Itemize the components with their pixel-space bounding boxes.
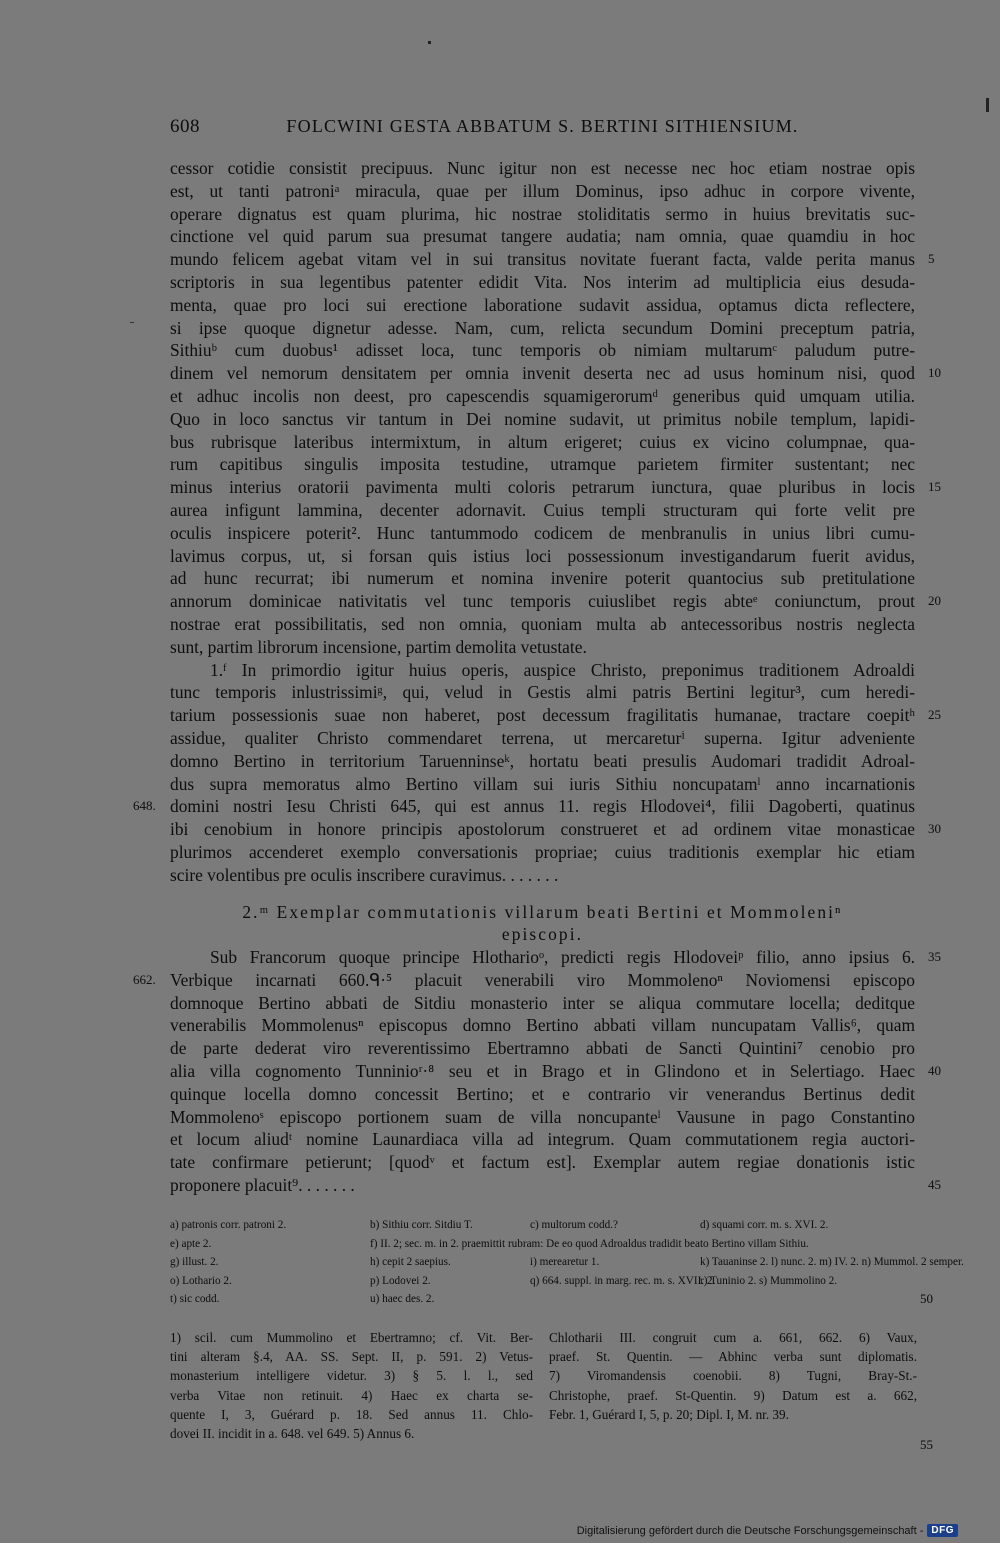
note-line: praef. St. Quentin. — Abhinc verba sunt diplomatis. [549, 1349, 917, 1365]
line-number: 45 [928, 1177, 941, 1193]
line-text: plurimos accenderet exemplo conversationis propriae; cuius traditionis exemplar hic etiam [170, 841, 915, 862]
text-line [170, 946, 941, 969]
line-text: 1.ᶠ In primordio igitur huius operis, auspice Christo, preponimus traditionem Adroaldi [210, 659, 915, 680]
line-text: domnoque Bertino abbati de Sitdiu monasterio inter se aliqua commutare locella; deditque [170, 992, 915, 1013]
line-number: 15 [928, 479, 941, 495]
text-line [170, 408, 915, 431]
line-text: minus interius oratorii pavimenta multi coloris petrarum iunctura, quae pluribus in locis [170, 477, 915, 498]
apparatus-row [170, 1290, 933, 1309]
line-text: mundo felicem agebat vitam vel in sui transitus novitate fuerant facta, valde perita manus [170, 249, 915, 270]
text-line [170, 499, 915, 522]
line-text: si ipse quoque dignetur adesse. Nam, cum, relicta secundum Domini preceptum patria, [170, 317, 915, 338]
text-line [170, 431, 915, 454]
text-line [170, 1128, 915, 1151]
line-text: operare dignatus est quam plurima, hic nostrae stoliditatis sermo in huius brevitatis suc- [170, 203, 915, 224]
note-line: quente I, 3, Guérard p. 18. Sed annus 11. Chlo- [170, 1406, 533, 1422]
section-heading: 2.ᵐ Exemplar commutationis villarum beati Bertini et Mommoleniⁿ [242, 901, 843, 922]
notes-right-column [549, 1328, 917, 1424]
line-number: 30 [928, 821, 941, 837]
text-line [170, 613, 915, 636]
dfg-logo-icon: DFG [927, 1524, 958, 1537]
scan-speck [428, 41, 431, 44]
line-text: oculis inspicere poterit². Hunc tantummodo codicem de menbranulis in unius libri cumu- [170, 522, 915, 543]
page-number: 608 [170, 116, 200, 137]
text-line [133, 795, 915, 818]
line-text: ibi cenobium in honore principis apostolorum construeret et ad ordinem vitae monasticae [170, 819, 915, 840]
line-text: Sithiuᵇ cum duobus¹ adisset loca, tunc temporis ob nimiam multarumᶜ paludum putre- [170, 340, 915, 361]
apparatus-note: u) haec des. 2. [370, 1293, 435, 1306]
line-text: cinctione vel quid parum sua presumat tangere audatia; nam omnia, quae quamdiu in hoc [170, 226, 915, 247]
text-line [170, 773, 915, 796]
text-line [170, 992, 915, 1015]
apparatus-row [170, 1216, 915, 1235]
text-line [170, 157, 915, 180]
apparatus-note: b) Sithiu corr. Sitdiu T. [370, 1219, 473, 1231]
text-line [170, 1106, 915, 1129]
text-line [170, 841, 915, 864]
line-text: bus rubrisque lateribus intermixtum, in altum erigeret; cuius ex vicino columpnae, qua- [170, 431, 915, 452]
line-text: scire volentibus pre oculis inscribere curavimus. . . . . . . [170, 864, 559, 885]
line-text: sunt, partim librorum incensione, partim demolita vetustate. [170, 636, 587, 657]
line-text: Quo in loco sanctus vir tantum in Dei nomine sudavit, ut primitus nobile templum, lapidi- [170, 408, 915, 429]
apparatus-note: a) patronis corr. patroni 2. [170, 1219, 287, 1231]
note-line: 7) Viromandensis coenobii. 8) Tugni, Bray-St.- [549, 1368, 917, 1384]
line-text: et locum aliudᵗ nomine Launardiaca villa ad integrum. Quam commutationem regia auctori- [170, 1129, 915, 1150]
line-number: 25 [928, 707, 941, 723]
line-text: ad hunc recurrat; ibi numerum et nomina invenire poterit quantocius sub pretitulatione [170, 568, 915, 589]
apparatus-row [170, 1272, 915, 1291]
text-line [170, 385, 915, 408]
line-text: venerabilis Mommolenusⁿ episcopus domno Bertino abbati villam nuncupatam Vallis⁶, quam [170, 1015, 915, 1036]
line-text: tate confirmare petierunt; [quodᵛ et factum est]. Exemplar autem regiae donationis istic [170, 1152, 915, 1173]
line-text: dus supra memoratus almo Bertino villam sui iuris Sithiu noncupatamˡ anno incarnationis [170, 773, 915, 794]
note-line: monasterium intelligere videtur. 3) § 5. l. l., sed [170, 1368, 533, 1384]
apparatus-note: o) Lothario 2. [170, 1274, 232, 1287]
main-text [133, 157, 941, 1197]
text-line [170, 818, 941, 841]
text-line [170, 225, 915, 248]
text-line [170, 864, 915, 887]
note-line: verba Vitae non retinuit. 4) Haec ex charta se- [170, 1387, 533, 1403]
text-line [170, 636, 915, 659]
page-header [170, 116, 915, 142]
apparatus-note: c) multorum codd.? [530, 1219, 618, 1231]
spacer [170, 887, 915, 901]
apparatus-note: q) 664. suppl. in marg. rec. m. s. XVII. 2. [530, 1274, 716, 1287]
line-text: menta, quae pro loci sui erectione laboratione sudavit assidua, optamus dicta reflectere, [170, 294, 915, 315]
text-line [170, 248, 935, 271]
text-line [170, 1060, 941, 1083]
text-line [133, 969, 915, 992]
section-heading-cont: episcopi. [501, 924, 584, 945]
text-line [170, 1014, 915, 1037]
note-line: dovei II. incidit in a. 648. vel 649. 5) Annus 6. [170, 1425, 415, 1441]
text-line [170, 1083, 915, 1106]
line-number: 20 [928, 593, 941, 609]
line-number: 35 [928, 949, 941, 965]
line-text: quinque locella domno concessit Bertino; et e contrario vir venerandus Bertinus dedit [170, 1083, 915, 1104]
line-number: 50 [920, 1291, 933, 1307]
text-line [170, 545, 915, 568]
text-line [170, 362, 941, 385]
line-number: 55 [920, 1437, 933, 1452]
text-line [170, 567, 915, 590]
text-line [170, 727, 915, 750]
text-line [170, 476, 941, 499]
text-line [170, 590, 941, 613]
line-number: 5 [928, 251, 935, 267]
line-text: assidue, qualiter Christo commendaret terrena, ut mercareturⁱ superna. Igitur adveniente [170, 727, 915, 748]
text-line [170, 203, 915, 226]
line-text: dinem vel nemorum densitatem per omnia invenit deserta nec ad usus hominum nisi, quod [170, 363, 915, 384]
apparatus-note: r) Tuninio 2. s) Mummolino 2. [700, 1274, 838, 1287]
line-text: alia villa cognomento Tunninioʳ·⁸ seu et in Brago et in Glindono et in Selertiago. Haec [170, 1061, 915, 1082]
margin-year: 662. [133, 971, 156, 987]
text-line [170, 704, 941, 727]
line-text: rum capitibus singulis imposita testudine, utramque parietem firmiter sustentant; nec [170, 454, 915, 475]
apparatus-note: d) squami corr. m. s. XVI. 2. [700, 1219, 829, 1231]
line-text: domini nostri Iesu Christi 645, qui est annus 11. regis Hlodovei⁴, filii Dagoberti, quatinus [170, 796, 915, 817]
apparatus-note: p) Lodovei 2. [370, 1274, 431, 1287]
text-line [170, 659, 915, 682]
text-line [170, 294, 915, 317]
line-text: est, ut tanti patroniᵃ miracula, quae per illum Dominus, ipso adhuc in corpore vivente, [170, 180, 915, 201]
note-line: tini alteram §.4, AA. SS. Sept. II, p. 591. 2) Vetus- [170, 1349, 533, 1365]
margin-year: 648. [133, 798, 156, 814]
scan-margin-mark [130, 322, 134, 323]
apparatus-row [170, 1235, 915, 1254]
critical-apparatus [170, 1216, 964, 1309]
apparatus-note: k) Tauaninse 2. l) nunc. 2. m) IV. 2. n) Mummol. 2 semper. [700, 1256, 964, 1269]
line-text: tarium possessionis suae non haberet, post decessum fragilitatis humanae, tractare coepitʰ [170, 705, 915, 726]
note-line: Chlotharii III. congruit cum a. 661, 662. 6) Vaux, [549, 1330, 917, 1345]
line-text: cessor cotidie consistit precipuus. Nunc igitur non est necesse nec hoc etiam nostrae opis [170, 158, 915, 178]
text-line [170, 681, 915, 704]
line-text: Sub Francorum quoque principe Hlotharioᵒ, predicti regis Hlodoveiᵖ filio, anno ipsius 6. [210, 947, 915, 968]
line-text: nostrae erat possibilitatis, sed non omnia, quoniam multa ab antecessoribus nostris neglecta [170, 613, 915, 634]
line-text: tunc temporis inlustrissimiᵍ, qui, velud in Gestis almi patris Bertini legitur³, cum heredi- [170, 682, 915, 703]
apparatus-row [170, 1253, 964, 1272]
footer-credit [577, 1524, 958, 1537]
notes-left-column [170, 1328, 533, 1443]
text-line [170, 271, 915, 294]
scan-edge-mark [986, 98, 989, 112]
text-line [170, 1037, 915, 1060]
line-text: annorum dominicae nativitatis vel tunc temporis cuiuslibet regis abteᵉ coniunctum, prout [170, 591, 915, 612]
running-title: FOLCWINI GESTA ABBATUM S. BERTINI SITHIENSIUM. [286, 116, 799, 136]
note-line: Febr. 1, Guérard I, 5, p. 20; Dipl. I, M. nr. 39. [549, 1406, 789, 1422]
text-line [170, 453, 915, 476]
text-line [170, 1174, 941, 1197]
apparatus-note: g) illust. 2. [170, 1256, 219, 1269]
line-text: Verbique incarnati 660.ᑫ·⁵ placuit venerabili viro Mommolenoⁿ Noviomensi episcopo [170, 969, 915, 990]
line-text: domno Bertino in territorium Taruenninseᵏ, hortatu beati presulis Audomari tradidit Adroal- [170, 750, 915, 771]
line-number: 40 [928, 1063, 941, 1079]
text-line [170, 1151, 915, 1174]
text-line [170, 750, 915, 773]
line-text: lavimus corpus, ut, si forsan quis istius loci possessionum investigandarum fuerit avidus, [170, 545, 915, 566]
apparatus-note: e) apte 2. [170, 1237, 212, 1250]
apparatus-note: f) II. 2; sec. m. in 2. praemittit rubram: De eo quod Adroaldus tradidit beato Bertino villam Sithiu. [370, 1237, 809, 1250]
text-line [170, 522, 915, 545]
apparatus-note: t) sic codd. [170, 1293, 220, 1306]
footer-text: Digitalisierung gefördert durch die Deutsche Forschungsgemeinschaft - [576, 1524, 924, 1537]
line-text: proponere placuit⁹. . . . . . . [170, 1175, 355, 1196]
note-line: Christophe, praef. St-Quentin. 9) Datum est a. 662, [549, 1387, 917, 1403]
line-text: et adhuc incolis non deest, pro capescendis squamigerorumᵈ generibus quid umquam utilia. [170, 385, 915, 406]
text-line [170, 339, 915, 362]
apparatus-note: h) cepit 2 saepius. [370, 1256, 451, 1269]
line-text: aurea infigunt lammina, decenter adornavit. Cuius templi structuram qui forte velit pre [170, 499, 915, 520]
line-number: 10 [928, 365, 941, 381]
note-line: 1) scil. cum Mummolino et Ebertramno; cf. Vit. Ber- [170, 1330, 533, 1345]
apparatus-note: i) merearetur 1. [530, 1256, 600, 1269]
text-line [170, 317, 915, 340]
line-text: Mommolenoˢ episcopo portionem suam de villa noncupanteˡ Vausune in pago Constantino [170, 1106, 915, 1127]
line-text: de parte dederat viro reverentissimo Ebertramno abbati de Sancti Quintini⁷ cenobio pro [170, 1038, 915, 1059]
text-line [170, 180, 915, 203]
line-text: scriptoris in sua legentibus patenter edidit Vita. Nos interim ad multiplicia eius desuda- [170, 271, 915, 292]
